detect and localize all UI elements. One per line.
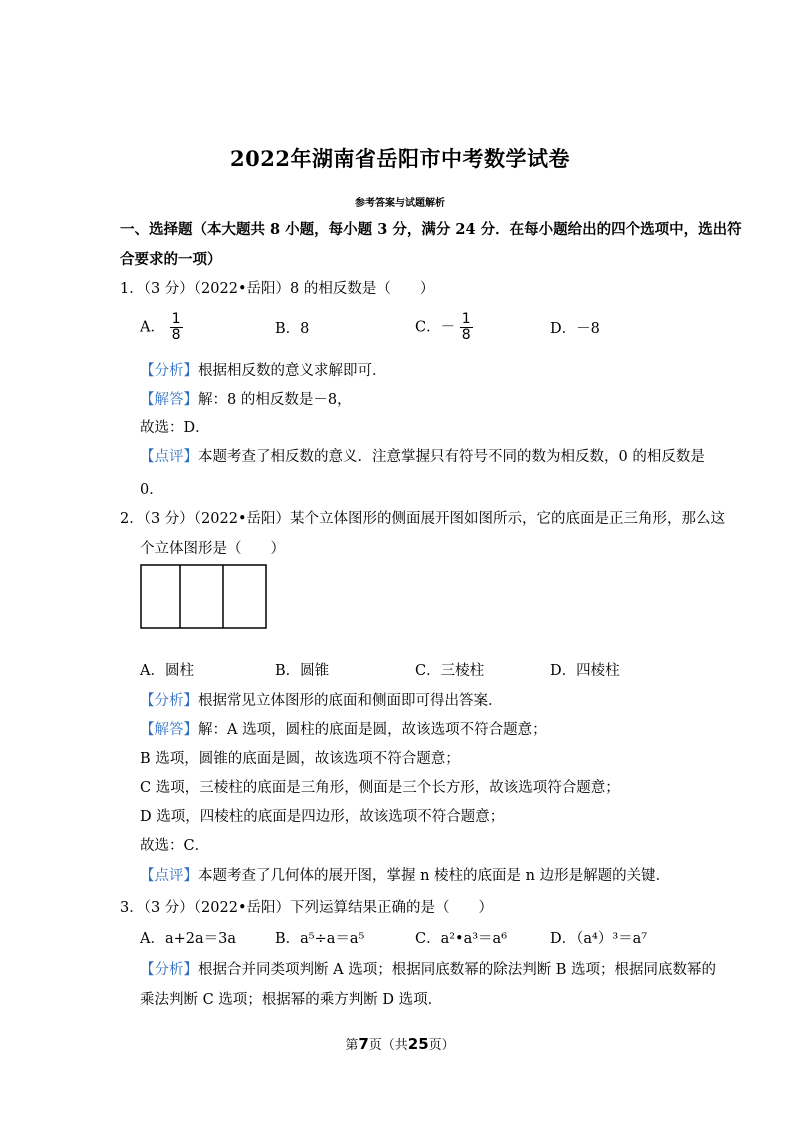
footer-total-pages: 25 bbox=[407, 1035, 429, 1053]
q3-stem: 3．（3 分）（2022•岳阳）下列运算结果正确的是（ ） bbox=[120, 900, 494, 916]
q2-option-a: A．圆柱 bbox=[140, 663, 194, 679]
q2-answer-text: 解：A 选项，圆柱的底面是圆，故该选项不符合题意； bbox=[198, 722, 547, 738]
analysis-tag: 【分析】 bbox=[140, 693, 198, 709]
q2-unfolded-net-figure bbox=[140, 564, 268, 630]
analysis-tag: 【分析】 bbox=[140, 962, 198, 978]
q1-option-c-numerator: 1 bbox=[461, 311, 471, 327]
footer-prefix: 第 bbox=[345, 1038, 359, 1053]
q3-analysis-continued: 乘法判断 C 选项；根据幂的乘方判断 D 选项． bbox=[140, 992, 443, 1008]
q2-stem-line2: 个立体图形是（ ） bbox=[140, 541, 285, 557]
q1-choice: 故选：D． bbox=[140, 420, 210, 436]
q2-option-b: B．圆锥 bbox=[275, 663, 330, 679]
q1-option-c-denominator: 8 bbox=[461, 327, 471, 343]
comment-tag: 【点评】 bbox=[140, 868, 198, 884]
q1-option-d: D．－8 bbox=[550, 321, 600, 337]
q2-comment bbox=[140, 864, 670, 885]
page-footer bbox=[0, 1034, 800, 1053]
q1-option-a-numerator: 1 bbox=[171, 311, 181, 327]
q1-option-c-fraction bbox=[460, 312, 473, 343]
q2-answer-d: D 选项，四棱柱的底面是四边形，故该选项不符合题意； bbox=[140, 809, 505, 825]
q1-option-a-denominator: 8 bbox=[171, 327, 181, 343]
q2-answer bbox=[140, 718, 547, 739]
page-subtitle: 参考答案与试题解析 bbox=[355, 198, 445, 209]
q1-comment-text: 本题考查了相反数的意义．注意掌握只有符号不同的数为相反数，0 的相反数是 bbox=[198, 449, 705, 465]
q1-analysis bbox=[140, 359, 387, 380]
q2-choice: 故选：C． bbox=[140, 838, 210, 854]
q2-analysis bbox=[140, 689, 503, 710]
section-heading-line1: 一、选择题（本大题共 8 小题，每小题 3 分，满分 24 分．在每小题给出的四个选项中，选出符 bbox=[120, 221, 742, 238]
q1-option-b: B．8 bbox=[275, 321, 310, 337]
q3-option-d: D．（a⁴）³＝a⁷ bbox=[550, 931, 648, 947]
q1-option-a-fraction bbox=[170, 312, 183, 343]
q1-option-a bbox=[140, 312, 183, 343]
page-title: 2022年湖南省岳阳市中考数学试卷 bbox=[230, 146, 570, 171]
footer-mid: 页（共 bbox=[368, 1038, 408, 1053]
q3-option-b: B．a⁵÷a＝a⁵ bbox=[275, 931, 365, 947]
q1-comment-continued: 0． bbox=[140, 482, 164, 498]
net-outline bbox=[141, 565, 266, 628]
q1-answer bbox=[140, 388, 352, 409]
q2-option-d: D．四棱柱 bbox=[550, 663, 620, 679]
q3-analysis bbox=[140, 958, 716, 979]
answer-tag: 【解答】 bbox=[140, 722, 198, 738]
q1-option-a-label: A． bbox=[140, 319, 165, 336]
q1-answer-text: 解：8 的相反数是－8， bbox=[198, 392, 352, 408]
footer-suffix: 页） bbox=[428, 1038, 455, 1053]
q2-comment-text: 本题考查了几何体的展开图，掌握 n 棱柱的底面是 n 边形是解题的关键． bbox=[198, 868, 671, 884]
q2-answer-b: B 选项，圆锥的底面是圆，故该选项不符合题意； bbox=[140, 751, 460, 767]
q1-analysis-text: 根据相反数的意义求解即可． bbox=[198, 363, 387, 379]
q1-option-c bbox=[415, 312, 473, 343]
q2-option-c: C．三棱柱 bbox=[415, 663, 485, 679]
q1-stem: 1．（3 分）（2022•岳阳）8 的相反数是（ ） bbox=[120, 281, 435, 297]
q1-option-c-label: C．－ bbox=[415, 319, 456, 336]
q2-stem-line1: 2．（3 分）（2022•岳阳）某个立体图形的侧面展开图如图所示，它的底面是正三角形，那么这 bbox=[120, 511, 726, 527]
q3-option-c: C．a²•a³＝a⁶ bbox=[415, 931, 508, 947]
footer-page-number: 7 bbox=[358, 1035, 369, 1053]
q3-option-a: A．a+2a＝3a bbox=[140, 931, 237, 947]
q1-comment bbox=[140, 445, 705, 466]
section-heading-line2: 合要求的一项） bbox=[120, 251, 222, 268]
answer-tag: 【解答】 bbox=[140, 392, 198, 408]
comment-tag: 【点评】 bbox=[140, 449, 198, 465]
analysis-tag: 【分析】 bbox=[140, 363, 198, 379]
q3-analysis-text: 根据合并同类项判断 A 选项；根据同底数幂的除法判断 B 选项；根据同底数幂的 bbox=[198, 962, 717, 978]
q2-answer-c: C 选项，三棱柱的底面是三角形，侧面是三个长方形，故该选项符合题意； bbox=[140, 780, 620, 796]
q2-analysis-text: 根据常见立体图形的底面和侧面即可得出答案． bbox=[198, 693, 503, 709]
